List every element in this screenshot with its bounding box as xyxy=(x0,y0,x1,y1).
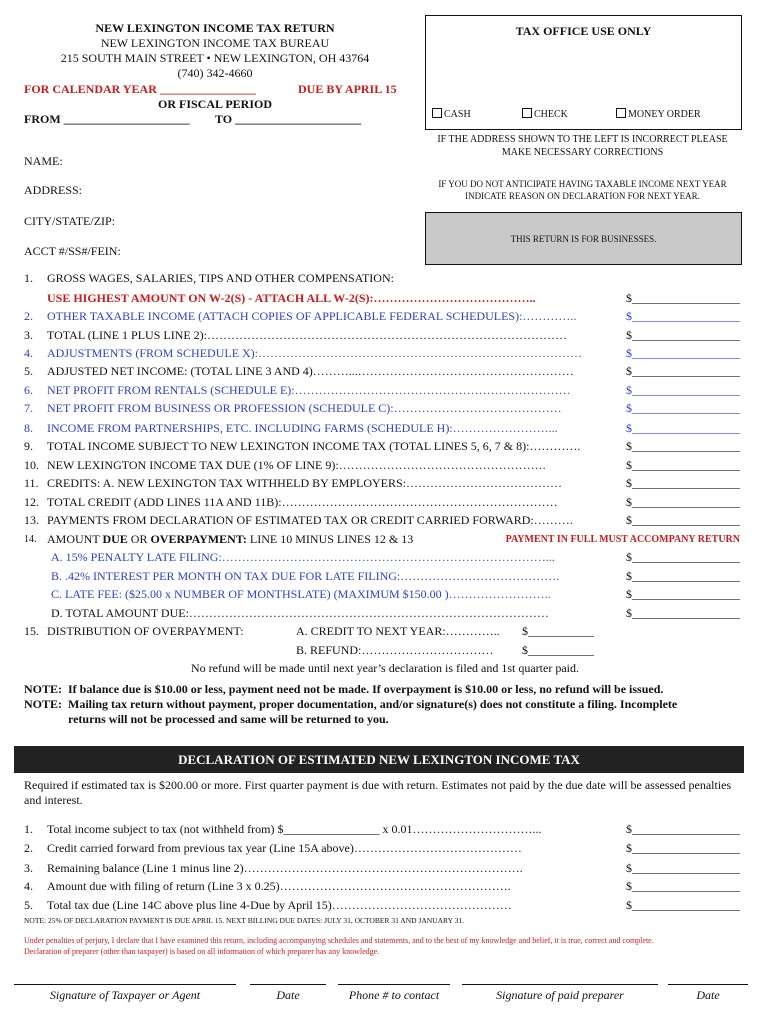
line-2 xyxy=(24,308,740,325)
no-refund-note: No refund will be made until next year’s declaration is filed and 1st quarter paid. xyxy=(191,661,579,675)
line-1 xyxy=(24,270,740,287)
business-return-label: THIS RETURN IS FOR BUSINESSES. xyxy=(510,234,657,244)
line-9 xyxy=(24,438,740,455)
money-order-option[interactable] xyxy=(616,108,701,120)
line-label: C. LATE FEE: ($25.00 x NUMBER OF MONTHSLATE) (MAXIMUM $150.00 )…………………….. xyxy=(51,587,551,601)
line-14 xyxy=(24,531,740,548)
or-word: OR xyxy=(127,532,151,546)
preparer-signature-line[interactable] xyxy=(462,984,658,985)
line-8 xyxy=(24,420,740,437)
line-label: Total income subject to tax (not withheld from) $________________ x 0.01…………………………... xyxy=(47,822,542,836)
account-number-field[interactable]: ACCT #/SS#/FEIN: xyxy=(24,244,121,258)
line-label: TOTAL CREDIT (ADD LINES 11A AND 11B):…………………………………………………………… xyxy=(47,495,558,509)
check-label: CHECK xyxy=(534,109,568,120)
line-11 xyxy=(24,475,740,492)
refund-label: B. REFUND:…………………………… xyxy=(296,643,494,657)
line-6-amount[interactable]: $__________________ xyxy=(626,383,740,397)
due-word: DUE xyxy=(102,532,128,546)
line-number: 11. xyxy=(24,476,39,490)
line-8-amount[interactable]: $__________________ xyxy=(626,421,740,435)
line-14c xyxy=(24,586,740,603)
decl-line-5-amount[interactable]: $__________________ xyxy=(626,898,740,912)
line-4-amount[interactable]: $__________________ xyxy=(626,346,740,360)
line-label: Remaining balance (Line 1 minus line 2)……………………………………………………………. xyxy=(47,861,523,875)
notes-block xyxy=(24,682,744,727)
line-4 xyxy=(24,345,740,362)
line-3 xyxy=(24,327,740,344)
decl-line-5 xyxy=(24,897,740,914)
decl-line-4 xyxy=(24,878,740,895)
decl-line-1 xyxy=(24,821,740,838)
declaration-billing-note: NOTE: 25% OF DECLARATION PAYMENT IS DUE APRIL 15. NEXT BILLING DUE DATES: JULY 31, OCTOBER 31 AND JANUARY 31. xyxy=(24,916,464,925)
line-14a-amount[interactable]: $__________________ xyxy=(626,550,740,564)
line-9-amount[interactable]: $__________________ xyxy=(626,439,740,453)
line-1-w2 xyxy=(24,290,740,307)
amount-word: AMOUNT xyxy=(47,532,103,546)
line-12 xyxy=(24,494,740,511)
perjury-line-1: Under penalties of perjury, I declare that I have examined this return, including accompanying schedules and statements, and to the best of my knowledge and belief, it is true, correct and complete. xyxy=(24,936,654,945)
line-number: 3. xyxy=(24,328,33,342)
line-label: USE HIGHEST AMOUNT ON W-2(S) - ATTACH ALL W-2(S):………………………………….. xyxy=(47,291,536,305)
refund-amount[interactable]: $___________ xyxy=(522,643,594,657)
line-number: 2. xyxy=(24,841,33,855)
line-number: 9. xyxy=(24,439,33,453)
line-number: 13. xyxy=(24,513,39,527)
declaration-intro: Required if estimated tax is $200.00 or more. First quarter payment is due with return. Estimates not paid by the due date will be assessed penalties and interest. xyxy=(24,778,732,807)
taxpayer-signature-label: Signature of Taxpayer or Agent xyxy=(49,988,201,1002)
phone-line[interactable] xyxy=(338,984,450,985)
name-field[interactable]: NAME: xyxy=(24,154,63,168)
line-5 xyxy=(24,363,740,380)
line-label: OTHER TAXABLE INCOME (ATTACH COPIES OF APPLICABLE FEDERAL SCHEDULES):………….. xyxy=(47,309,577,323)
money-order-label: MONEY ORDER xyxy=(628,109,701,120)
address-correction-note: IF THE ADDRESS SHOWN TO THE LEFT IS INCORRECT PLEASE MAKE NECESSARY CORRECTIONS xyxy=(437,134,728,158)
check-checkbox[interactable] xyxy=(522,108,532,118)
line-label: NET PROFIT FROM RENTALS (SCHEDULE E):…………………………………………………………… xyxy=(47,383,571,397)
decl-line-4-amount[interactable]: $__________________ xyxy=(626,879,740,893)
line-label: CREDITS: A. NEW LEXINGTON TAX WITHHELD BY EMPLOYERS:………………………………… xyxy=(47,476,563,490)
credit-next-year-amount[interactable]: $___________ xyxy=(522,624,594,638)
line-2-amount[interactable]: $__________________ xyxy=(626,309,740,323)
fiscal-from-field[interactable]: FROM _____________________ xyxy=(24,112,190,126)
line-13-amount[interactable]: $__________________ xyxy=(626,513,740,527)
line-12-amount[interactable]: $__________________ xyxy=(626,495,740,509)
line-label: D. TOTAL AMOUNT DUE:……………………………………………………………………………… xyxy=(51,606,549,620)
line-14a xyxy=(24,549,740,566)
line-5-amount[interactable]: $__________________ xyxy=(626,364,740,378)
line-number: 7. xyxy=(24,401,33,415)
no-income-note: IF YOU DO NOT ANTICIPATE HAVING TAXABLE INCOME NEXT YEAR INDICATE REASON ON DECLARATION FOR NEXT YEAR. xyxy=(438,179,727,201)
decl-line-3-amount[interactable]: $__________________ xyxy=(626,861,740,875)
line-label: Amount due with filing of return (Line 3 x 0.25)…………………………………………………. xyxy=(47,879,511,893)
taxpayer-date-label: Date xyxy=(276,988,300,1002)
line-15b xyxy=(24,642,740,659)
return-header xyxy=(20,21,410,81)
preparer-date-label: Date xyxy=(696,988,720,1002)
line-label: TOTAL INCOME SUBJECT TO NEW LEXINGTON INCOME TAX (TOTAL LINES 5, 6, 7 & 8):…………. xyxy=(47,439,581,453)
line-10-amount[interactable]: $__________________ xyxy=(626,458,740,472)
line-13 xyxy=(24,512,740,529)
bureau-phone: (740) 342-4660 xyxy=(177,66,253,80)
cash-option[interactable] xyxy=(432,108,471,120)
note-mailing: Mailing tax return without payment, proper documentation, and/or signature(s) does not constitute a filing. Incomplete xyxy=(68,697,678,711)
line-number: 1. xyxy=(24,822,33,836)
phone-label: Phone # to contact xyxy=(348,988,440,1002)
taxpayer-signature-line[interactable] xyxy=(14,984,236,985)
line-number: 5. xyxy=(24,898,33,912)
office-use-title: TAX OFFICE USE ONLY xyxy=(515,24,652,38)
line-label: NET PROFIT FROM BUSINESS OR PROFESSION (SCHEDULE C):…………………………………… xyxy=(47,401,562,415)
bureau-name: NEW LEXINGTON INCOME TAX BUREAU xyxy=(100,36,330,50)
line-14d xyxy=(24,605,740,622)
line-14c-amount[interactable]: $__________________ xyxy=(626,587,740,601)
line-14-formula: LINE 10 MINUS LINES 12 & 13 xyxy=(246,532,414,546)
check-option[interactable] xyxy=(522,108,568,120)
business-return-box[interactable] xyxy=(425,212,742,265)
line-number: 8. xyxy=(24,421,33,435)
line-6 xyxy=(24,382,740,399)
line-label: B. .42% INTEREST PER MONTH ON TAX DUE FOR LATE FILING:…………………………………. xyxy=(51,569,560,583)
line-14b-amount[interactable]: $__________________ xyxy=(626,569,740,583)
note-mailing-cont: returns will not be processed and same will be returned to you. xyxy=(68,712,389,726)
perjury-line-2: Declaration of preparer (other than taxpayer) is based on all information of which preparer has any knowledge. xyxy=(24,947,380,956)
line-label: A. 15% PENALTY LATE FILING:………………………………………………………………………... xyxy=(51,550,555,564)
line-label xyxy=(47,531,413,548)
taxpayer-date-line[interactable] xyxy=(250,984,326,985)
decl-line-3 xyxy=(24,860,740,877)
line-label: Credit carried forward from previous tax year (Line 15A above)…………………………………… xyxy=(47,841,522,855)
line-label: GROSS WAGES, SALARIES, TIPS AND OTHER COMPENSATION: xyxy=(47,271,394,285)
line-number: 2. xyxy=(24,309,33,323)
line-label: NEW LEXINGTON INCOME TAX DUE (1% OF LINE 9):……………………………………………. xyxy=(47,458,546,472)
line-number: 15. xyxy=(24,624,39,638)
line-label: ADJUSTMENTS (FROM SCHEDULE X):……………………………………………………………………… xyxy=(47,346,583,360)
fiscal-to-field[interactable]: TO _____________________ xyxy=(215,112,362,126)
line-number: 5. xyxy=(24,364,33,378)
money-order-checkbox[interactable] xyxy=(616,108,626,118)
city-state-zip-field[interactable]: CITY/STATE/ZIP: xyxy=(24,214,116,228)
line-number: 6. xyxy=(24,383,33,397)
note-balance: If balance due is $10.00 or less, payment need not be made. If overpayment is $10.00 or less, no refund will be issued. xyxy=(68,682,664,696)
office-use-box xyxy=(425,15,742,130)
line-number: 10. xyxy=(24,458,39,472)
line-label: PAYMENTS FROM DECLARATION OF ESTIMATED TAX OR CREDIT CARRIED FORWARD:………. xyxy=(47,513,573,527)
line-number: 4. xyxy=(24,879,33,893)
line-label: DISTRIBUTION OF OVERPAYMENT: xyxy=(47,624,244,638)
line-14b xyxy=(24,568,740,585)
form-title: NEW LEXINGTON INCOME TAX RETURN xyxy=(95,21,335,35)
perjury-statement xyxy=(24,935,744,957)
cash-label: CASH xyxy=(444,109,471,120)
line-7-amount[interactable]: $__________________ xyxy=(626,401,740,415)
line-7 xyxy=(24,400,740,417)
fiscal-period-label: OR FISCAL PERIOD xyxy=(157,97,273,111)
line-label: ADJUSTED NET INCOME: (TOTAL LINE 3 AND 4)………...……………………………………………… xyxy=(47,364,574,378)
line-1-amount[interactable]: $__________________ xyxy=(626,291,740,305)
due-date-label: DUE BY APRIL 15 xyxy=(298,82,397,96)
note-label: NOTE: xyxy=(24,697,63,711)
line-label: INCOME FROM PARTNERSHIPS, ETC. INCLUDING FARMS (SCHEDULE H):……………………... xyxy=(47,421,558,435)
note-label: NOTE: xyxy=(24,682,63,696)
line-15 xyxy=(24,623,740,640)
line-number: 4. xyxy=(24,346,33,360)
decl-line-2-amount[interactable]: $__________________ xyxy=(626,841,740,855)
line-label: Total tax due (Line 14C above plus line 4-Due by April 15)……………………………………… xyxy=(47,898,512,912)
overpayment-word: OVERPAYMENT: xyxy=(150,532,247,546)
credit-next-year-label: A. CREDIT TO NEXT YEAR:………….. xyxy=(296,624,500,638)
line-10 xyxy=(24,457,740,474)
line-11-amount[interactable]: $__________________ xyxy=(626,476,740,490)
calendar-year-field[interactable]: FOR CALENDAR YEAR ________________ xyxy=(24,82,256,96)
line-number: 3. xyxy=(24,861,33,875)
bureau-address: 215 SOUTH MAIN STREET • NEW LEXINGTON, OH 43764 xyxy=(60,51,370,65)
line-14d-amount[interactable]: $__________________ xyxy=(626,606,740,620)
line-number: 12. xyxy=(24,495,39,509)
line-label: TOTAL (LINE 1 PLUS LINE 2):……………………………………………………………………………… xyxy=(47,328,568,342)
declaration-title: DECLARATION OF ESTIMATED NEW LEXINGTON INCOME TAX xyxy=(14,746,744,773)
address-field[interactable]: ADDRESS: xyxy=(24,183,83,197)
cash-checkbox[interactable] xyxy=(432,108,442,118)
line-number: 1. xyxy=(24,271,33,285)
decl-line-1-amount[interactable]: $__________________ xyxy=(626,822,740,836)
payment-in-full-warning: PAYMENT IN FULL MUST ACCOMPANY RETURN xyxy=(505,534,740,545)
line-number: 14. xyxy=(24,534,37,545)
preparer-signature-label: Signature of paid preparer xyxy=(496,988,624,1002)
decl-line-2 xyxy=(24,840,740,857)
preparer-date-line[interactable] xyxy=(668,984,748,985)
line-3-amount[interactable]: $__________________ xyxy=(626,328,740,342)
